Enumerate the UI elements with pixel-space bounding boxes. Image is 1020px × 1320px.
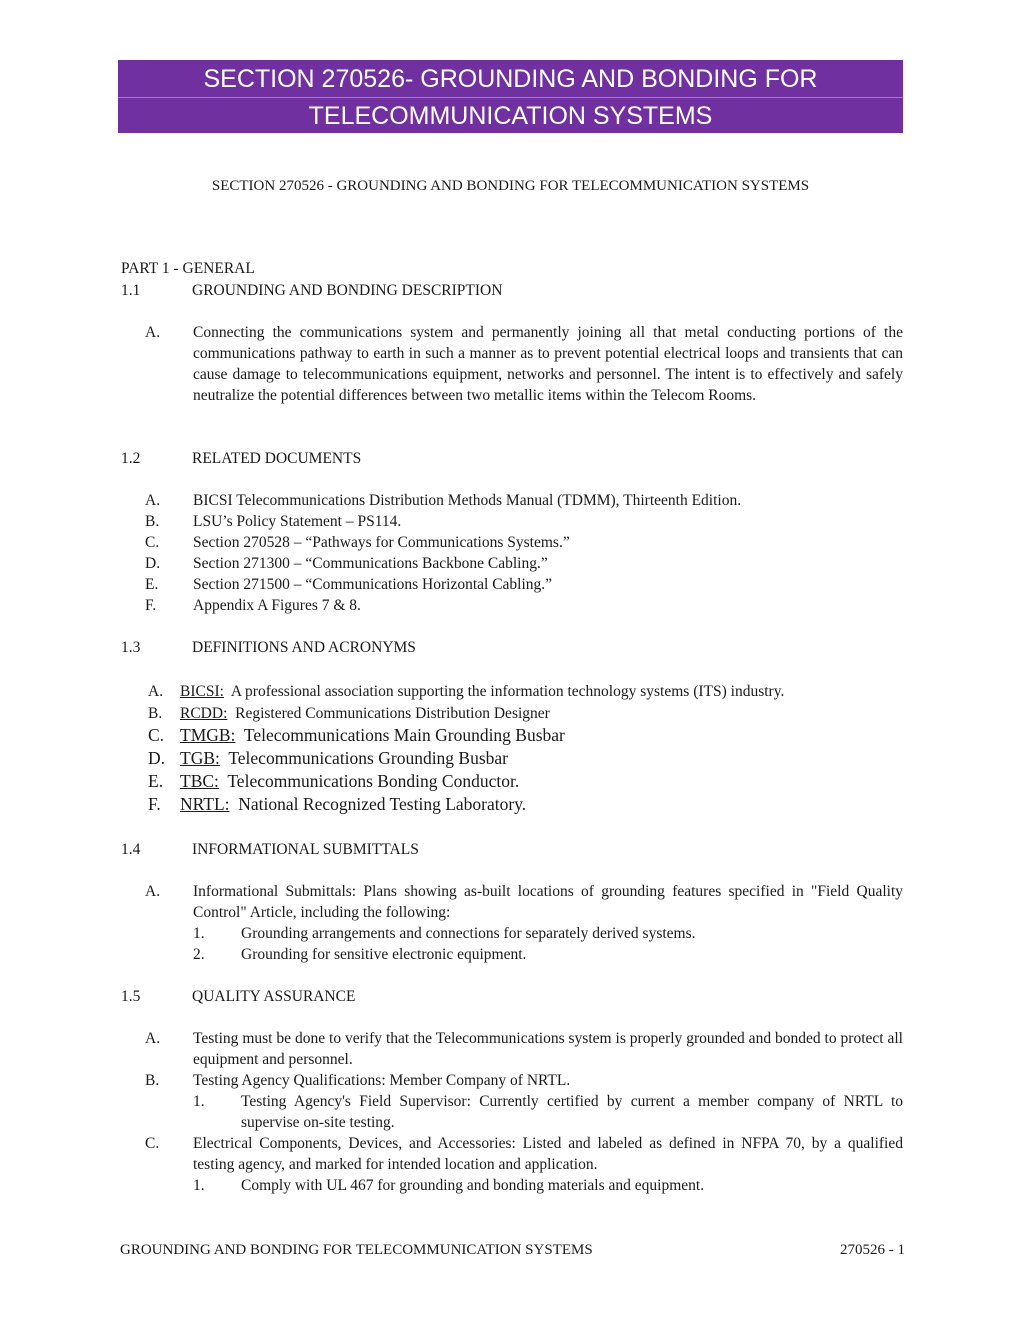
- list-item: [145, 532, 903, 553]
- paragraph-1-5-a: [145, 1028, 903, 1070]
- paragraph-text: Testing must be done to verify that the Telecommunications system is properly grounded and bonded to protect all equipment and personnel.: [193, 1030, 903, 1068]
- section-heading: SECTION 270526 - GROUNDING AND BONDING FOR TELECOMMUNICATION SYSTEMS: [211, 178, 810, 194]
- item-text: Appendix A Figures 7 & 8.: [193, 597, 361, 614]
- definition-term: TMGB:: [180, 725, 236, 745]
- subparagraph-text: Grounding for sensitive electronic equipment.: [241, 946, 527, 963]
- definition-tgb: [148, 748, 508, 769]
- definition-text: A professional association supporting the information technology systems (ITS) industry.: [230, 683, 785, 700]
- paragraph-label: B.: [145, 1072, 160, 1089]
- item-text: BICSI Telecommunications Distribution Methods Manual (TDMM), Thirteenth Edition.: [193, 492, 742, 509]
- banner-line-2: TELECOMMUNICATION SYSTEMS: [308, 102, 713, 130]
- paragraph-text: Informational Submittals: Plans showing as-built locations of grounding features specified in "Field Quality Control" Article, including the following:: [193, 883, 903, 921]
- section-banner: [118, 60, 903, 133]
- article-title: DEFINITIONS AND ACRONYMS: [192, 639, 416, 656]
- definition-text: Telecommunications Bonding Conductor.: [227, 771, 520, 791]
- definition-label: A.: [148, 683, 164, 700]
- item-text: LSU’s Policy Statement – PS114.: [193, 513, 402, 530]
- subparagraph-label: 1.: [193, 925, 205, 942]
- paragraph-text: Electrical Components, Devices, and Accessories: Listed and labeled as defined in NFPA 70, by a qualified testing agency, and marked for intended location and application.: [193, 1135, 903, 1173]
- definition-text: Registered Communications Distribution Designer: [235, 705, 550, 722]
- article-title: INFORMATIONAL SUBMITTALS: [192, 841, 419, 858]
- paragraph-text: Connecting the communications system and permanently joining all that metal conducting portions of the communications pathway to earth in such a manner as to prevent potential electrical loops and transients that can cause damage to telecommunications equipment, networks and personnel. The intent is to effectively and safely neutralize the potential differences between two metallic items within the Telecom Rooms.: [193, 324, 903, 404]
- subparagraph: [193, 1175, 903, 1196]
- item-text: Section 271500 – “Communications Horizontal Cabling.”: [193, 576, 553, 593]
- item-text: Section 270528 – “Pathways for Communications Systems.”: [193, 534, 570, 551]
- subparagraph-label: 1.: [193, 1093, 205, 1110]
- article-title: GROUNDING AND BONDING DESCRIPTION: [192, 282, 503, 299]
- item-label: C.: [145, 534, 160, 551]
- subparagraph: [193, 1091, 903, 1133]
- definition-tmgb: [148, 725, 565, 746]
- paragraph-label: A.: [145, 324, 161, 341]
- list-item: [145, 574, 903, 595]
- definition-label: D.: [148, 748, 166, 768]
- subparagraph-text: Testing Agency's Field Supervisor: Currently certified by current a member company of NRTL to supervise on-site testing.: [241, 1093, 903, 1131]
- paragraph-label: C.: [145, 1135, 160, 1152]
- definition-term: TGB:: [180, 748, 220, 768]
- article-title: RELATED DOCUMENTS: [192, 450, 362, 467]
- subparagraph-label: 1.: [193, 1177, 205, 1194]
- definition-term: TBC:: [180, 771, 219, 791]
- definition-term: NRTL:: [180, 794, 230, 814]
- paragraph-1-4-a: [145, 881, 903, 923]
- paragraph-label: A.: [145, 1030, 161, 1047]
- item-label: E.: [145, 576, 159, 593]
- banner-line-1: SECTION 270526- GROUNDING AND BONDING FOR: [118, 61, 903, 98]
- definition-label: E.: [148, 771, 164, 791]
- page-number: 270526 - 1: [840, 1242, 905, 1258]
- paragraph-label: A.: [145, 883, 161, 900]
- definition-term: BICSI:: [180, 683, 224, 700]
- item-label: F.: [145, 597, 157, 614]
- subparagraph: [193, 944, 903, 965]
- paragraph-text: Testing Agency Qualifications: Member Company of NRTL.: [193, 1072, 571, 1089]
- item-label: D.: [145, 555, 161, 572]
- definition-label: C.: [148, 725, 165, 745]
- definition-nrtl: [148, 794, 526, 815]
- definition-tbc: [148, 771, 519, 792]
- subparagraph: [193, 923, 903, 944]
- subparagraph-text: Comply with UL 467 for grounding and bonding materials and equipment.: [241, 1177, 705, 1194]
- part-heading: PART 1 - GENERAL: [121, 260, 255, 277]
- article-number: 1.3: [121, 639, 141, 656]
- item-text: Section 271300 – “Communications Backbone Cabling.”: [193, 555, 548, 572]
- article-title: QUALITY ASSURANCE: [192, 988, 356, 1005]
- footer-title: GROUNDING AND BONDING FOR TELECOMMUNICATION SYSTEMS: [120, 1242, 593, 1258]
- article-number: 1.4: [121, 841, 141, 858]
- item-label: B.: [145, 513, 160, 530]
- article-number: 1.5: [121, 988, 141, 1005]
- definition-text: Telecommunications Main Grounding Busbar: [243, 725, 565, 745]
- article-number: 1.1: [121, 282, 141, 299]
- definition-text: Telecommunications Grounding Busbar: [228, 748, 509, 768]
- definition-label: B.: [148, 705, 163, 722]
- definition-term: RCDD:: [180, 705, 228, 722]
- list-item: [145, 511, 903, 532]
- list-item: [145, 595, 903, 616]
- list-item: [145, 553, 903, 574]
- paragraph-1-5-c: [145, 1133, 903, 1175]
- definition-rcdd: [148, 703, 550, 724]
- subparagraph-text: Grounding arrangements and connections for separately derived systems.: [241, 925, 696, 942]
- definition-label: F.: [148, 794, 161, 814]
- definition-text: National Recognized Testing Laboratory.: [238, 794, 527, 814]
- paragraph-1-1-a: [145, 322, 903, 406]
- paragraph-1-5-b: [145, 1070, 903, 1091]
- definition-bicsi: [148, 681, 784, 702]
- item-label: A.: [145, 492, 161, 509]
- article-number: 1.2: [121, 450, 141, 467]
- list-item: [145, 490, 903, 511]
- subparagraph-label: 2.: [193, 946, 205, 963]
